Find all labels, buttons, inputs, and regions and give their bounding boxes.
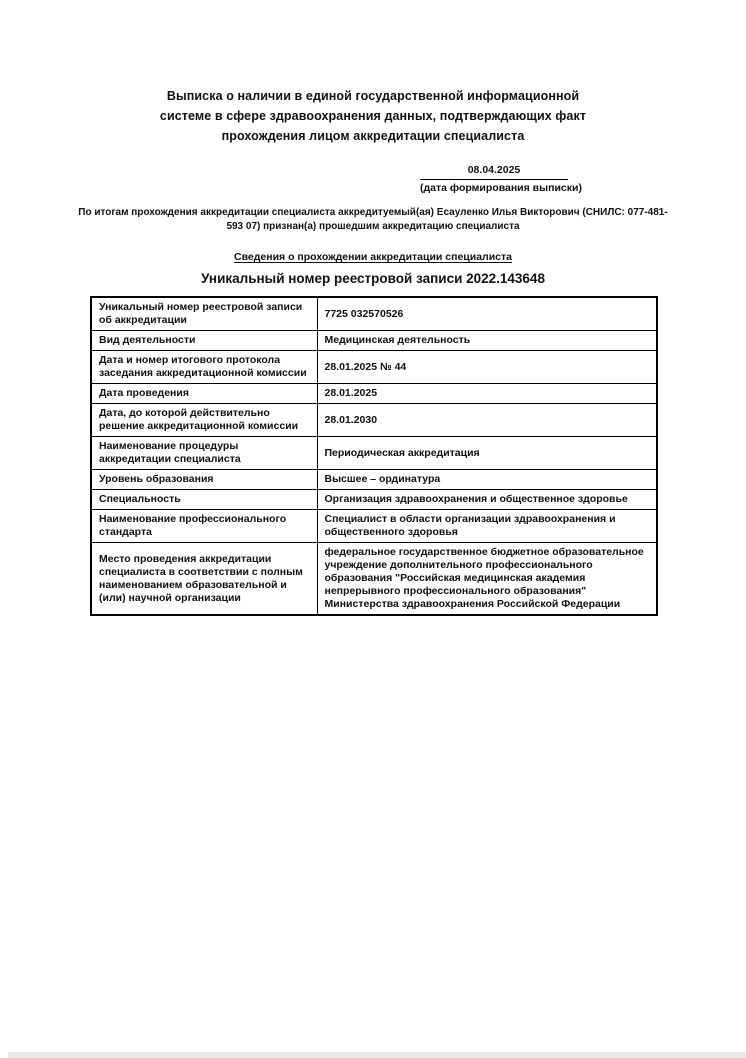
row-label: Место проведения аккредитации специалиста в соответствии с полным наименованием образовательной и (или) научной организации [91, 543, 317, 616]
row-label: Уровень образования [91, 470, 317, 490]
row-label: Дата и номер итогового протокола заседания аккредитационной комиссии [91, 351, 317, 384]
row-value: Специалист в области организации здравоохранения и общественного здоровья [317, 510, 657, 543]
extract-date-block [420, 164, 582, 194]
extract-date: 08.04.2025 [420, 164, 568, 180]
row-label: Специальность [91, 490, 317, 510]
bottom-edge-bar [8, 1052, 746, 1058]
title-line-2: системе в сфере здравоохранения данных, подтверждающих факт [159, 109, 587, 123]
row-value: 28.01.2030 [317, 404, 657, 437]
accreditation-table [90, 296, 658, 616]
table-row [91, 437, 657, 470]
row-label: Наименование процедуры аккредитации специалиста [91, 437, 317, 470]
row-value: 7725 032570526 [317, 297, 657, 331]
table-row [91, 331, 657, 351]
section-heading: Сведения о прохождении аккредитации специалиста [234, 251, 512, 263]
document-title [0, 86, 746, 146]
table-row [91, 543, 657, 616]
registry-number-heading: Уникальный номер реестровой записи 2022.143648 [201, 271, 545, 286]
title-line-3: прохождения лицом аккредитации специалиста [221, 129, 525, 143]
row-label: Дата, до которой действительно решение аккредитационной комиссии [91, 404, 317, 437]
row-value: 28.01.2025 № 44 [317, 351, 657, 384]
row-value: Высшее – ординатура [317, 470, 657, 490]
table-row [91, 384, 657, 404]
table-row [91, 490, 657, 510]
table-row [91, 351, 657, 384]
extract-date-caption: (дата формирования выписки) [420, 182, 582, 194]
row-value: 28.01.2025 [317, 384, 657, 404]
row-label: Уникальный номер реестровой записи об аккредитации [91, 297, 317, 331]
table-row [91, 470, 657, 490]
row-value: Организация здравоохранения и общественное здоровье [317, 490, 657, 510]
accreditation-summary: По итогам прохождения аккредитации специалиста аккредитуемый(ая) Есауленко Илья Викторович (СНИЛС: 077-481-593 07) признан(а) прошедшим аккредитацию специалиста [78, 207, 668, 232]
title-line-1: Выписка о наличии в единой государственной информационной [166, 89, 580, 103]
table-row [91, 404, 657, 437]
table-row [91, 510, 657, 543]
row-value: Медицинская деятельность [317, 331, 657, 351]
row-label: Дата проведения [91, 384, 317, 404]
row-value: федеральное государственное бюджетное образовательное учреждение дополнительного профессионального образования "Российская медицинская академия непрерывного профессионального образования" Министерства здравоохранения Российской Федерации [317, 543, 657, 616]
row-label: Наименование профессионального стандарта [91, 510, 317, 543]
table-row [91, 297, 657, 331]
row-label: Вид деятельности [91, 331, 317, 351]
row-value: Периодическая аккредитация [317, 437, 657, 470]
